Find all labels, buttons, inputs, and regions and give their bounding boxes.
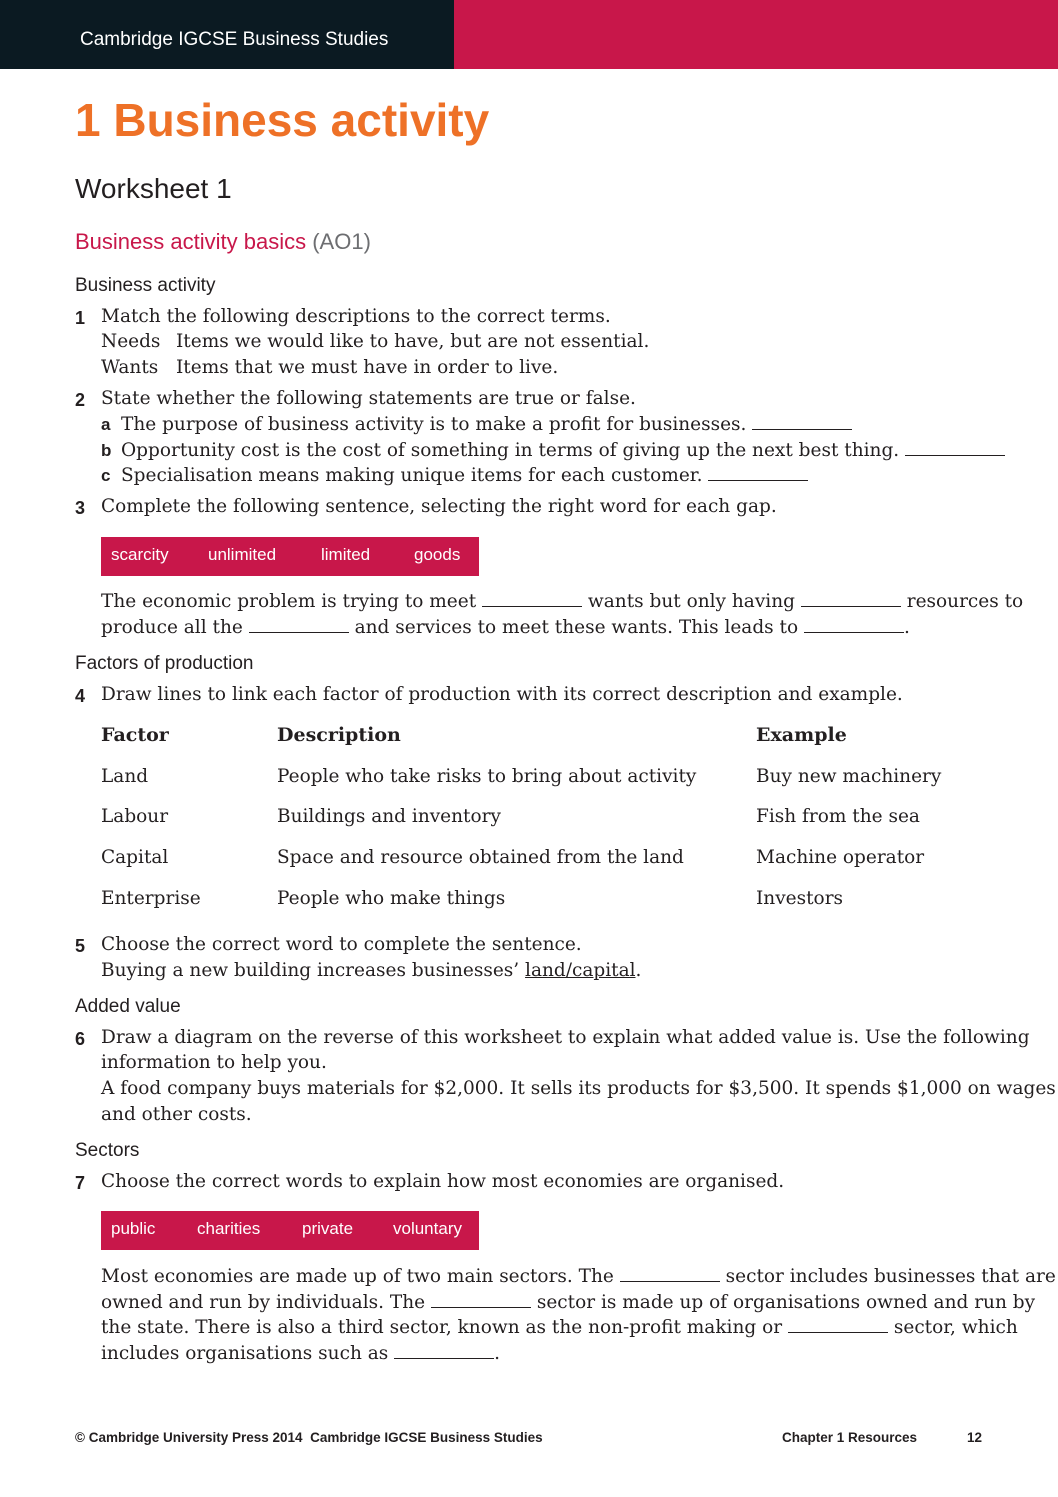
q5-sentence-end: . [635,960,642,981]
q6-line: information to help you. [101,1052,327,1073]
q6-line: A food company buys materials for $2,000. It sells its products for $3,500. It spends $1,000 on wages [101,1078,1056,1099]
description-cell: Space and resource obtained from the land [277,847,684,868]
factor-cell: Capital [101,847,169,868]
q3-sentence-line-1 [101,591,1023,612]
table-header-example: Example [756,724,847,746]
word-option: public [111,1219,156,1238]
q7-text-part: sector includes businesses that are [725,1266,1056,1287]
q3-text-part: produce all the [101,617,243,638]
answer-blank[interactable] [905,441,1005,456]
q7-line-4 [101,1343,500,1364]
answer-blank[interactable] [708,466,808,481]
q7-text-part: the state. There is also a third sector, known as the non-profit making or [101,1317,783,1338]
factor-cell: Land [101,766,149,787]
q7-line-2 [101,1292,1035,1313]
factor-cell: Labour [101,806,169,827]
subhead-factors: Factors of production [75,653,254,674]
table-header-description: Description [277,724,401,746]
footer-book-title: Cambridge IGCSE Business Studies [310,1430,543,1445]
q7-line-3 [101,1317,1018,1338]
q1-text: Match the following descriptions to the correct terms. [101,306,611,327]
q6-line: Draw a diagram on the reverse of this worksheet to explain what added value is. Use the following [101,1027,1030,1048]
q1-pair [101,357,558,378]
q3-text-part: The economic problem is trying to meet [101,591,477,612]
q3-text-part: and services to meet these wants. This leads to [354,617,799,638]
q2-item-text: The purpose of business activity is to make a profit for businesses. [121,414,747,435]
example-cell: Buy new machinery [756,766,942,787]
subhead-business-activity: Business activity [75,275,216,296]
q4-number: 4 [75,686,86,706]
q2-label: b [101,441,112,460]
section-ao: (AO1) [312,229,371,254]
q5-choice[interactable]: land/capital [525,960,636,981]
q1-desc: Items we would like to have, but are not essential. [176,331,650,352]
word-option: charities [197,1219,261,1238]
q7-text-part: includes organisations such as [101,1343,389,1364]
q1-number: 1 [75,308,86,328]
table-header-factor: Factor [101,724,169,746]
q7-text-part: sector, which [893,1317,1018,1338]
description-cell: People who take risks to bring about activity [277,766,697,787]
factor-cell: Enterprise [101,888,201,909]
answer-blank[interactable] [804,618,904,633]
q5-sentence [101,960,641,981]
q3-text-part: resources to [906,591,1024,612]
q7-text-part: Most economies are made up of two main sectors. The [101,1266,614,1287]
q2-label: a [101,415,111,434]
q2-number: 2 [75,390,86,410]
q1-term: Wants [101,357,159,378]
q7-text-part: . [494,1343,501,1364]
footer-chapter: Chapter 1 Resources [782,1430,918,1445]
q2-item-text: Opportunity cost is the cost of something in terms of giving up the next best thing. [121,440,900,461]
q3-number: 3 [75,498,86,518]
word-option: limited [321,545,371,564]
q5-sentence-start: Buying a new building increases businesses’ [101,960,526,981]
answer-blank[interactable] [801,592,901,607]
word-option: scarcity [111,545,169,564]
chapter-title: 1 Business activity [75,94,490,146]
q3-sentence-line-2 [101,617,910,638]
q3-text: Complete the following sentence, selecting the right word for each gap. [101,496,777,517]
q1-pair [101,331,649,352]
q7-text-part: owned and run by individuals. The [101,1292,426,1313]
word-option: goods [414,545,461,564]
q2-text: State whether the following statements are true or false. [101,388,636,409]
q6-line: and other costs. [101,1104,252,1125]
q2-item-text: Specialisation means making unique items for each customer. [121,465,703,486]
example-cell: Investors [756,888,844,909]
answer-blank[interactable] [394,1344,494,1359]
footer-copyright-text: © Cambridge University Press 2014 [75,1430,303,1445]
worksheet-title: Worksheet 1 [75,173,232,204]
answer-blank[interactable] [431,1293,531,1308]
answer-blank[interactable] [249,618,349,633]
subhead-sectors: Sectors [75,1140,140,1161]
q7-line-1 [101,1266,1056,1287]
q1-term: Needs [101,331,161,352]
header-title: Cambridge IGCSE Business Studies [80,29,389,50]
q7-text-part: sector is made up of organisations owned and run by [536,1292,1036,1313]
answer-blank[interactable] [620,1267,720,1282]
section-title-text: Business activity basics [75,229,307,254]
q2-item-a [101,414,852,435]
word-option: voluntary [393,1219,462,1238]
q7-word-box [101,1211,479,1250]
q7-number: 7 [75,1173,86,1193]
answer-blank[interactable] [752,415,852,430]
example-cell: Machine operator [756,847,925,868]
answer-blank[interactable] [788,1318,888,1333]
word-option: private [302,1219,354,1238]
q4-text: Draw lines to link each factor of production with its correct description and example. [101,684,903,705]
example-cell: Fish from the sea [756,806,920,827]
footer-copyright [75,1430,543,1445]
q1-desc: Items that we must have in order to live. [176,357,559,378]
subhead-added-value: Added value [75,996,181,1017]
q7-text: Choose the correct words to explain how most economies are organised. [101,1171,785,1192]
answer-blank[interactable] [482,592,582,607]
q6-number: 6 [75,1029,86,1049]
q2-label: c [101,466,111,485]
header-band-accent [454,0,1058,69]
footer-page-number: 12 [967,1430,983,1445]
q3-text-part: . [904,617,910,638]
section-title [75,229,371,255]
q2-item-b [101,440,1005,461]
description-cell: Buildings and inventory [277,806,501,827]
description-cell: People who make things [277,888,506,909]
q5-number: 5 [75,936,86,956]
q3-word-box [101,537,479,576]
q5-text: Choose the correct word to complete the sentence. [101,934,582,955]
q3-text-part: wants but only having [587,591,795,612]
q2-item-c [101,465,808,486]
word-option: unlimited [208,545,277,564]
